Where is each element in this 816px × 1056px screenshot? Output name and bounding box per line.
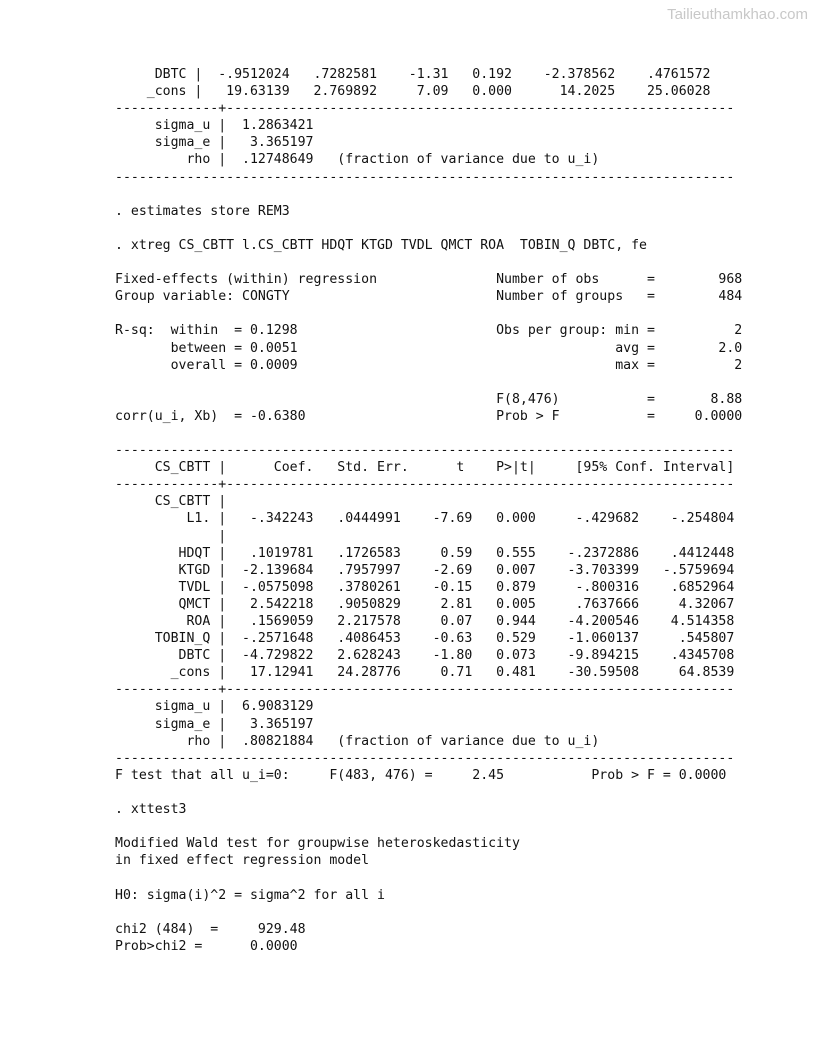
output-line (115, 904, 742, 921)
output-line: rho | .12748649 (fraction of variance due to u_i) (115, 152, 600, 168)
output-line (115, 254, 742, 271)
output-line: | (115, 528, 227, 544)
output-line: chi2 (484) = 929.48 (115, 921, 306, 937)
output-line: . xttest3 (115, 802, 187, 818)
output-line (115, 374, 742, 391)
output-line: -------------+---------------------------------------------------------------- (115, 477, 735, 493)
output-line: corr(u_i, Xb) = -0.6380 Prob > F = 0.0000 (115, 408, 743, 424)
output-line: F test that all u_i=0: F(483, 476) = 2.45 Prob > F = 0.0000 (115, 767, 727, 783)
output-line (115, 186, 742, 203)
output-line (115, 784, 742, 801)
output-line: Modified Wald test for groupwise heteroskedasticity (115, 836, 520, 852)
output-line (115, 220, 742, 237)
output-line: CS_CBTT | Coef. Std. Err. t P>|t| [95% Conf. Interval] (115, 460, 735, 476)
output-line: sigma_u | 6.9083129 (115, 699, 314, 715)
output-line: sigma_e | 3.365197 (115, 716, 314, 732)
output-line: TOBIN_Q | -.2571648 .4086453 -0.63 0.529 -1.060137 .545807 (115, 631, 735, 647)
output-line: DBTC | -4.729822 2.628243 -1.80 0.073 -9.894215 .4345708 (115, 648, 735, 664)
output-line: DBTC | -.9512024 .7282581 -1.31 0.192 -2.378562 .4761572 (115, 67, 711, 82)
output-line: overall = 0.0009 max = 2 (115, 357, 743, 373)
output-line: L1. | -.342243 .0444991 -7.69 0.000 -.429682 -.254804 (115, 511, 735, 527)
output-line: ------------------------------------------------------------------------------ (115, 443, 735, 459)
output-line (115, 818, 742, 835)
output-line: -------------+---------------------------------------------------------------- (115, 682, 735, 698)
output-line: ------------------------------------------------------------------------------ (115, 750, 735, 766)
output-line: _cons | 19.63139 2.769892 7.09 0.000 14.2025 25.06028 (115, 84, 711, 100)
output-line: QMCT | 2.542218 .9050829 2.81 0.005 .7637666 4.32067 (115, 596, 735, 612)
output-line: KTGD | -2.139684 .7957997 -2.69 0.007 -3.703399 -.5759694 (115, 562, 735, 578)
output-line: _cons | 17.12941 24.28776 0.71 0.481 -30.59508 64.8539 (115, 665, 735, 681)
output-line: . estimates store REM3 (115, 203, 290, 219)
output-line (115, 305, 742, 322)
output-line: Prob>chi2 = 0.0000 (115, 938, 298, 954)
output-line: H0: sigma(i)^2 = sigma^2 for all i (115, 887, 385, 903)
output-line: rho | .80821884 (fraction of variance due to u_i) (115, 733, 600, 749)
output-line: between = 0.0051 avg = 2.0 (115, 340, 743, 356)
output-line: Fixed-effects (within) regression Number of obs = 968 (115, 272, 743, 288)
output-line: sigma_u | 1.2863421 (115, 118, 314, 134)
output-line (115, 425, 742, 442)
output-line (115, 869, 742, 886)
output-line: -------------+---------------------------------------------------------------- (115, 101, 735, 117)
watermark-text: Tailieuthamkhao.com (667, 6, 808, 23)
output-line: sigma_e | 3.365197 (115, 135, 314, 151)
output-line: ROA | .1569059 2.217578 0.07 0.944 -4.200546 4.514358 (115, 614, 735, 629)
output-line: . xtreg CS_CBTT l.CS_CBTT HDQT KTGD TVDL QMCT ROA TOBIN_Q DBTC, fe (115, 237, 647, 253)
output-line: R-sq: within = 0.1298 Obs per group: min = 2 (115, 323, 743, 339)
output-line: ------------------------------------------------------------------------------ (115, 169, 735, 185)
output-line: F(8,476) = 8.88 (115, 391, 743, 407)
output-line: CS_CBTT | (115, 494, 227, 510)
output-line: in fixed effect regression model (115, 853, 370, 869)
stata-output-block (115, 66, 742, 955)
output-line: TVDL | -.0575098 .3780261 -0.15 0.879 -.800316 .6852964 (115, 579, 735, 595)
output-line: HDQT | .1019781 .1726583 0.59 0.555 -.2372886 .4412448 (115, 545, 735, 561)
output-line: Group variable: CONGTY Number of groups = 484 (115, 289, 743, 305)
